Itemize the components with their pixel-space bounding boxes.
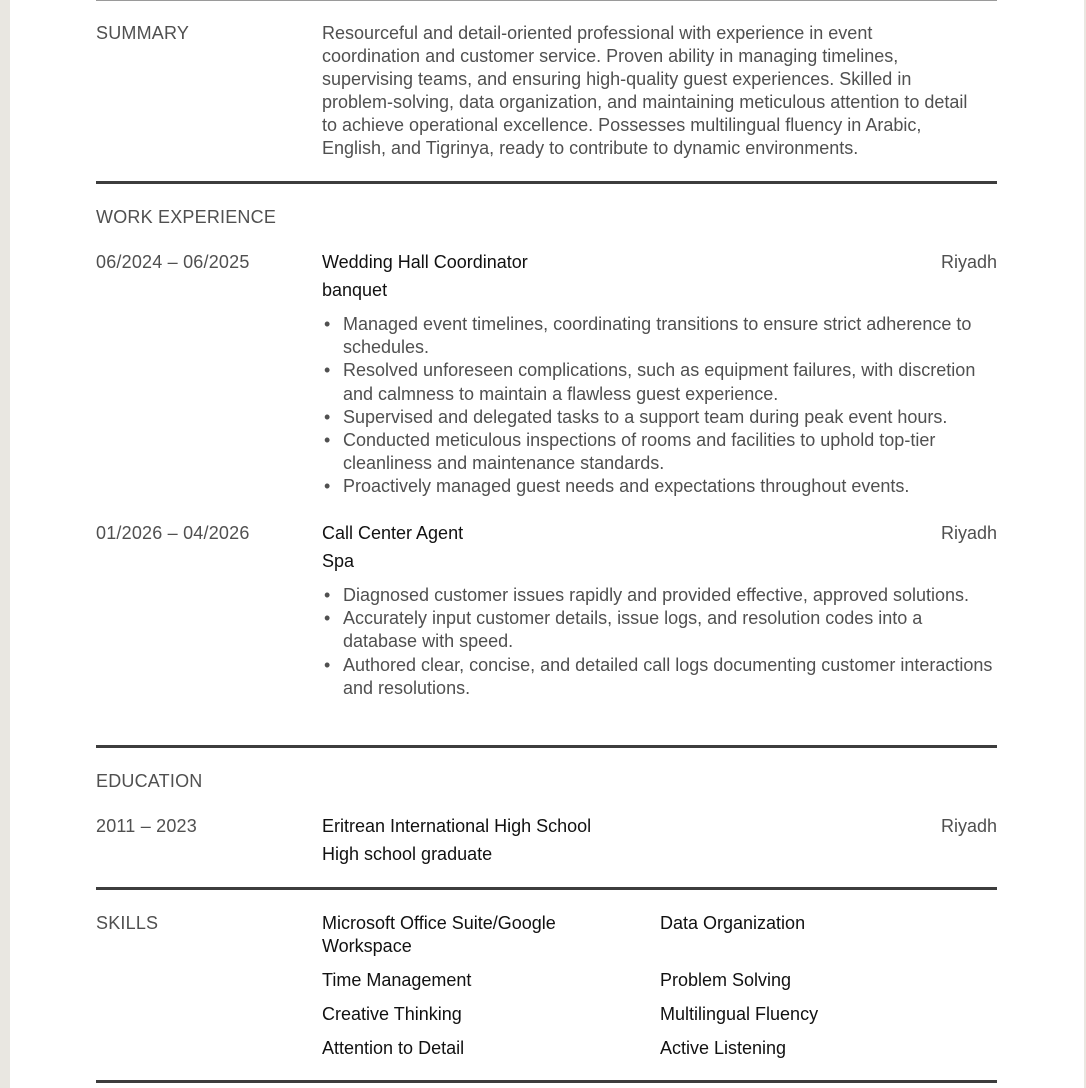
job-bullet: • Resolved unforeseen complications, such as equipment failures, with discretion and calmness to maintain a flawless guest experience. — [322, 359, 997, 405]
education-dates: 2011 – 2023 — [96, 816, 197, 836]
job-bullet: • Accurately input customer details, issue logs, and resolution codes into a database with speed. — [322, 607, 997, 653]
resume-page — [10, 0, 1084, 1088]
section-divider — [96, 887, 997, 890]
education-school: Eritrean International High School — [322, 816, 592, 836]
skill-item: Data Organization — [660, 913, 806, 933]
job-bullets — [322, 584, 997, 700]
skill-item: Problem Solving — [660, 970, 792, 990]
job-title: Wedding Hall Coordinator — [322, 252, 528, 272]
job-location: Riyadh — [940, 252, 997, 272]
job-bullet: • Managed event timelines, coordinating transitions to ensure strict adherence to schedules. — [322, 313, 997, 359]
skill-item: Attention to Detail — [322, 1038, 465, 1058]
education-heading: EDUCATION — [96, 771, 203, 791]
skills-heading: SKILLS — [96, 913, 159, 933]
job-bullet: • Diagnosed customer issues rapidly and provided effective, approved solutions. — [322, 584, 997, 607]
job-title: Call Center Agent — [322, 523, 464, 543]
job-dates: 01/2026 – 04/2026 — [96, 523, 250, 543]
summary-text: Resourceful and detail-oriented professional with experience in event coordination and customer service. Proven ability in managing timelines, supervising teams, and ensuring high-quality guest experiences. Skilled in problem-solving, data organization, and maintaining meticulous attention to detail to achieve operational excellence. Possesses multilingual fluency in Arabic, English, and Tigrinya, ready to contribute to dynamic environments. — [322, 23, 968, 158]
skill-item: Active Listening — [660, 1038, 787, 1058]
skill-item: Creative Thinking — [322, 1004, 462, 1024]
section-divider — [96, 745, 997, 748]
education-degree: High school graduate — [322, 844, 493, 864]
summary-heading: SUMMARY — [96, 23, 190, 43]
job-company: Spa — [322, 551, 355, 571]
job-bullet: • Proactively managed guest needs and expectations throughout events. — [322, 475, 997, 498]
job-location: Riyadh — [940, 523, 997, 543]
skill-item: Time Management — [322, 970, 472, 990]
job-company: banquet — [322, 280, 388, 300]
education-location: Riyadh — [940, 816, 997, 836]
skill-item: Microsoft Office Suite/Google Workspace — [322, 913, 556, 956]
section-divider — [96, 1080, 997, 1083]
section-divider — [96, 181, 997, 184]
job-dates: 06/2024 – 06/2025 — [96, 252, 250, 272]
top-divider — [96, 0, 997, 1]
job-bullet: • Supervised and delegated tasks to a support team during peak event hours. — [322, 406, 997, 429]
job-bullet: • Authored clear, concise, and detailed call logs documenting customer interactions and resolutions. — [322, 654, 997, 700]
work-experience-heading: WORK EXPERIENCE — [96, 207, 277, 227]
job-bullet: • Conducted meticulous inspections of rooms and facilities to uphold top-tier cleanliness and maintenance standards. — [322, 429, 997, 475]
skill-item: Multilingual Fluency — [660, 1004, 819, 1024]
job-bullets — [322, 313, 997, 499]
